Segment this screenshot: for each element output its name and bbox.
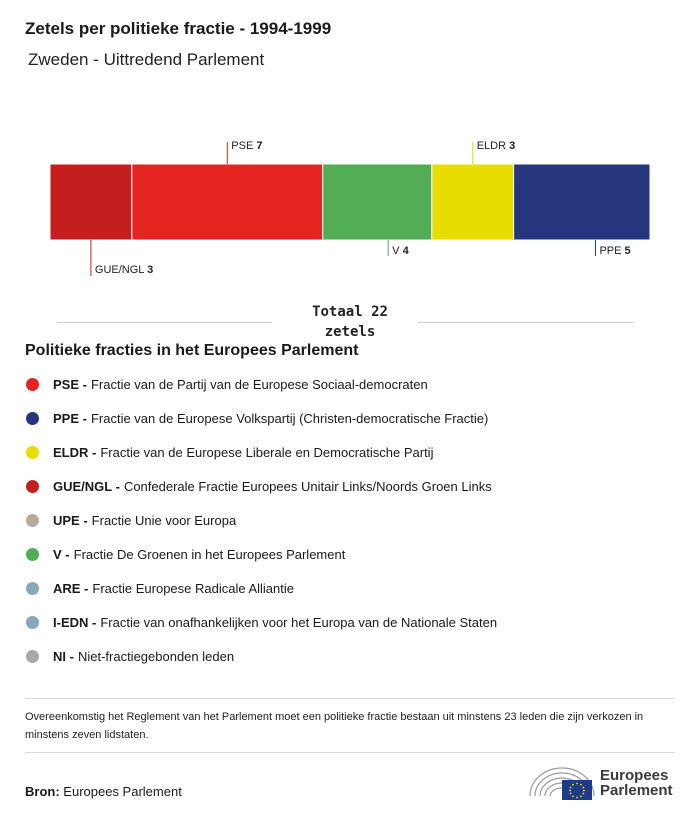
note-divider-top [25,698,675,699]
legend [25,367,685,673]
legend-dot-icon [26,548,39,561]
legend-desc: Fractie van onafhankelijken voor het Europa van de Nationale Staten [100,614,498,630]
total-divider-left [57,322,272,323]
data-label-v: V 4 [392,245,409,257]
legend-dot-icon [26,446,39,459]
legend-abbr: I-EDN - [53,614,97,630]
legend-desc: Fractie Europese Radicale Alliantie [92,580,294,596]
legend-dot-icon [26,616,39,629]
bar-segment-gue-ngl [50,164,132,240]
legend-desc: Fractie van de Europese Volkspartij (Christen-democratische Fractie) [90,410,489,426]
legend-desc: Fractie van de Europese Liberale en Democratische Partij [100,444,434,460]
european-parliament-hemicycle-icon [528,762,596,802]
data-label-eldr: ELDR 3 [476,140,516,152]
legend-item [25,401,685,435]
legend-dot-icon [26,582,39,595]
legend-title: Politieke fracties in het Europees Parlement [25,342,359,359]
total-divider-right [418,322,634,323]
legend-abbr: ELDR - [53,444,97,460]
legend-desc: Fractie van de Partij van de Europese Sociaal-democraten [90,376,428,392]
legend-desc: Confederale Fractie Europees Unitair Links/Noords Groen Links [123,478,492,494]
legend-dot-icon [26,412,39,425]
logo-line1: Europees [600,767,669,784]
chart-title: Zetels per politieke fractie - 1994-1999 [25,19,332,38]
note-divider-bottom [25,752,675,753]
stacked-bar-chart [0,130,700,290]
legend-abbr: PSE - [53,376,87,392]
logo-line2: Parlement [600,782,673,799]
bar-segment-pse [132,164,323,240]
chart-subtitle: Zweden - Uittredend Parlement [28,50,265,69]
legend-desc: Niet-fractiegebonden leden [77,648,235,664]
legend-dot-icon [26,480,39,493]
total-seats-line1: Totaal 22 [312,304,388,320]
legend-item [25,639,685,673]
bar-segment-eldr [432,164,514,240]
bar-segment-ppe [514,164,650,240]
source [25,784,182,799]
data-label-gue-ngl: GUE/NGL 3 [94,264,154,276]
total-seats-line2: zetels [324,324,376,340]
legend-dot-icon [26,650,39,663]
legend-item [25,605,685,639]
legend-item [25,503,685,537]
legend-item [25,571,685,605]
legend-item [25,469,685,503]
legend-dot-icon [26,514,39,527]
legend-item [25,435,685,469]
total-seats [300,302,400,342]
legend-dot-icon [26,378,39,391]
footnote: Overeenkomstig het Reglement van het Parlement moet een politieke fractie bestaan uit minstens 23 leden die zijn verkozen in minstens zeven lidstaten. [25,711,644,741]
european-parliament-logo[interactable] [528,762,678,802]
legend-desc: Fractie Unie voor Europa [91,512,237,528]
source-value: Europees Parlement [63,784,182,799]
legend-abbr: ARE - [53,580,89,596]
legend-abbr: PPE - [53,410,87,426]
legend-abbr: V - [53,546,70,562]
legend-abbr: GUE/NGL - [53,478,120,494]
data-label-ppe: PPE 5 [599,245,631,257]
legend-abbr: NI - [53,648,74,664]
legend-desc: Fractie De Groenen in het Europees Parlement [73,546,346,562]
source-label: Bron: [25,784,60,799]
data-label-pse: PSE 7 [231,140,263,152]
legend-item [25,537,685,571]
legend-abbr: UPE - [53,512,88,528]
legend-item [25,367,685,401]
bar-segment-v [323,164,432,240]
logo-text [600,768,673,798]
